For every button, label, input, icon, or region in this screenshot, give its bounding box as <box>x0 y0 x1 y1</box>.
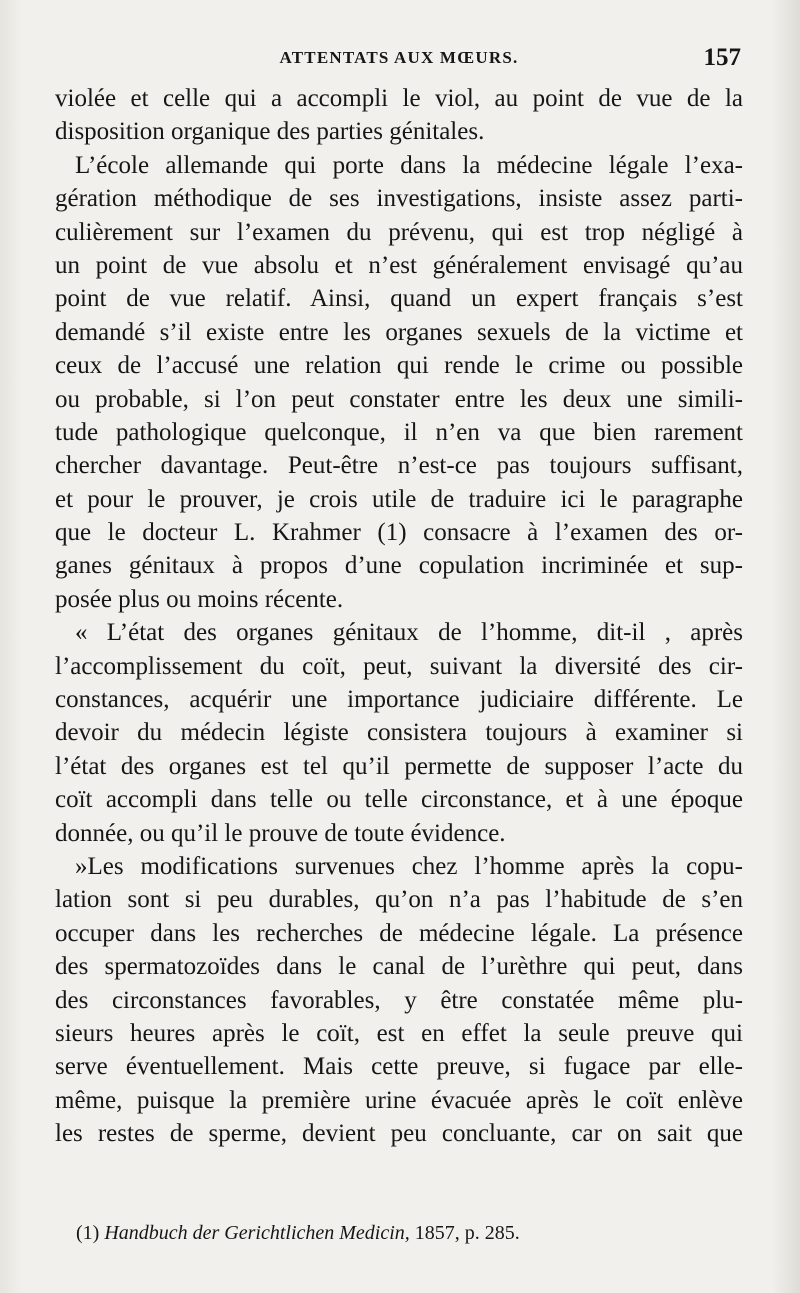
text-line: ceux de l’accusé une relation qui rende le crime ou possible <box>55 352 743 380</box>
text-line: demandé s’il existe entre les organes sexuels de la victime et <box>55 318 743 346</box>
text-line: coït accompli dans telle ou telle circonstance, et à une époque <box>55 786 743 814</box>
text-line: ganes génitaux à propos d’une copulation incriminée et sup- <box>55 552 743 580</box>
footnote-marker: (1) <box>76 1222 100 1244</box>
text-line: l’état des organes est tel qu’il permette de supposer l’acte du <box>55 752 743 780</box>
text-line: devoir du médecin légiste consistera toujours à examiner si <box>55 719 743 747</box>
body-text <box>55 82 743 1151</box>
text-line: « L’état des organes génitaux de l’homme, dit-il , après <box>75 619 743 647</box>
text-line: lation sont si peu durables, qu’on n’a pas l’habitude de s’en <box>55 886 743 914</box>
text-line: point de vue relatif. Ainsi, quand un expert français s’est <box>55 285 743 313</box>
page-edge-shadow-left <box>0 0 22 1293</box>
text-line: chercher davantage. Peut-être n’est-ce pas toujours suffisant, <box>55 452 743 480</box>
text-line: »Les modifications survenues chez l’homme après la copu- <box>75 852 743 880</box>
text-line: un point de vue absolu et n’est généralement envisagé qu’au <box>55 251 743 279</box>
text-line: que le docteur L. Krahmer (1) consacre à l’examen des or- <box>55 519 743 547</box>
text-line: ou probable, si l’on peut constater entre les deux une simili- <box>55 385 743 413</box>
text-line: gération méthodique de ses investigations, insiste assez parti- <box>55 185 743 213</box>
text-line: même, puisque la première urine évacuée après le coït enlève <box>55 1086 743 1114</box>
text-line: l’accomplissement du coït, peut, suivant la diversité des cir- <box>55 652 743 680</box>
page-header <box>55 46 743 78</box>
footnote-citation-title: Handbuch der Gerichtlichen Medicin, <box>104 1222 410 1244</box>
text-line: serve éventuellement. Mais cette preuve, si fugace par elle- <box>55 1053 743 1081</box>
page-number: 157 <box>703 44 741 71</box>
text-line: les restes de sperme, devient peu concluante, car on sait que <box>55 1120 743 1148</box>
text-line: culièrement sur l’examen du prévenu, qui est trop négligé à <box>55 218 743 246</box>
text-line: tude pathologique quelconque, il n’en va que bien rarement <box>55 418 743 446</box>
text-line: et pour le prouver, je crois utile de traduire ici le paragraphe <box>55 485 743 513</box>
text-line: des circonstances favorables, y être constatée même plu- <box>55 986 743 1014</box>
running-head: ATTENTATS AUX MŒURS. <box>279 48 519 67</box>
text-line: violée et celle qui a accompli le viol, au point de vue de la <box>55 85 743 112</box>
text-line: disposition organique des parties génitales. <box>55 118 485 146</box>
text-line: posée plus ou moins récente. <box>55 585 344 613</box>
text-line: occuper dans les recherches de médecine légale. La présence <box>55 919 743 947</box>
text-line: sieurs heures après le coït, est en effet la seule preuve qui <box>55 1019 743 1047</box>
page-edge-shadow-right <box>772 0 800 1293</box>
footnote <box>76 1218 736 1248</box>
text-line: des spermatozoïdes dans le canal de l’urèthre qui peut, dans <box>55 953 743 981</box>
text-line: constances, acquérir une importance judiciaire différente. Le <box>55 686 743 714</box>
footnote-citation-details: 1857, p. 285. <box>414 1222 520 1244</box>
text-line: donnée, ou qu’il le prouve de toute évidence. <box>55 819 506 847</box>
text-line: L’école allemande qui porte dans la médecine légale l’exa- <box>75 151 743 179</box>
